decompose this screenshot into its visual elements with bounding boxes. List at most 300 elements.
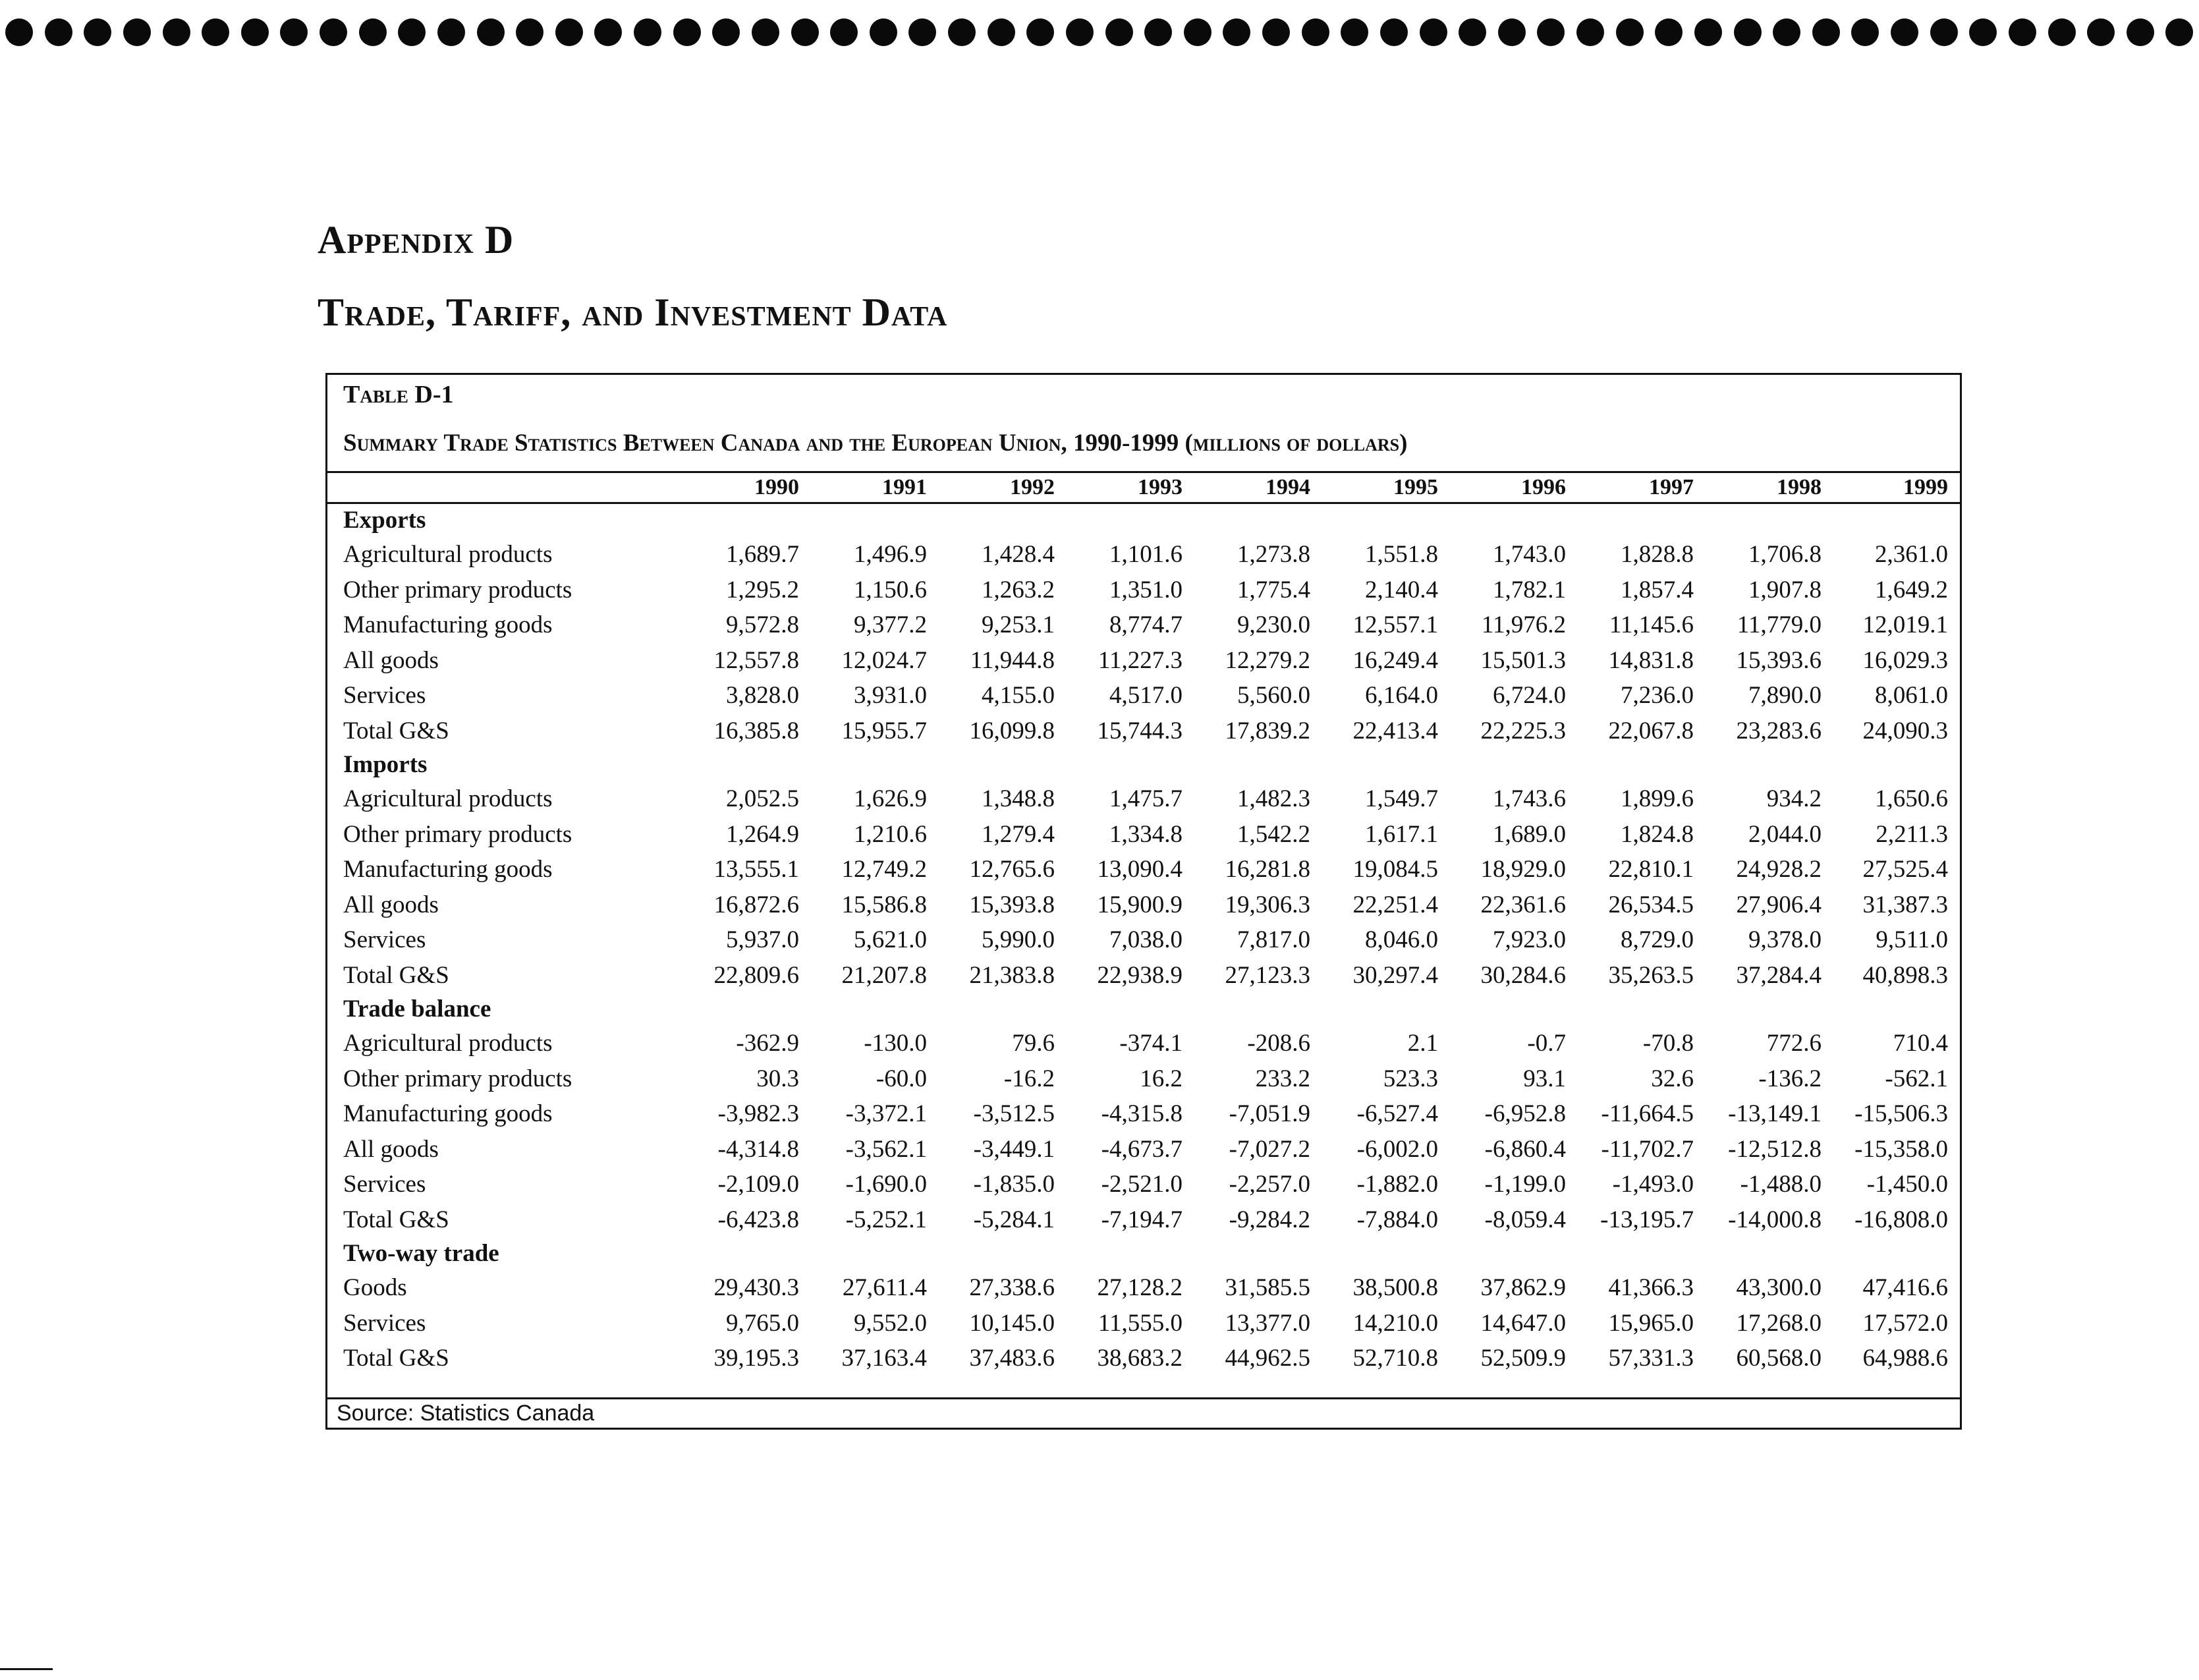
table-cell: 9,378.0 bbox=[1748, 926, 1822, 953]
perforation-hole bbox=[1341, 18, 1368, 46]
table-cell: 37,862.9 bbox=[1480, 1274, 1566, 1301]
table-row bbox=[327, 781, 1960, 817]
perforation-hole bbox=[45, 18, 72, 46]
perforation-strip bbox=[0, 14, 2199, 50]
table-cell: 1,264.9 bbox=[726, 820, 799, 848]
table-cell: 233.2 bbox=[1255, 1065, 1310, 1092]
perforation-hole bbox=[5, 18, 33, 46]
table-cell: 60,568.0 bbox=[1736, 1345, 1822, 1372]
row-label: Services bbox=[343, 926, 426, 953]
table-cell: -8,059.4 bbox=[1484, 1206, 1566, 1233]
table-cell: 22,809.6 bbox=[713, 961, 799, 989]
table-cell: 5,937.0 bbox=[726, 926, 799, 953]
table-cell: 1,706.8 bbox=[1748, 541, 1822, 568]
perforation-hole bbox=[1302, 18, 1329, 46]
table-cell: -11,664.5 bbox=[1601, 1100, 1694, 1127]
table-cell: 5,621.0 bbox=[854, 926, 927, 953]
perforation-hole bbox=[1773, 18, 1800, 46]
table-cell: 1,263.2 bbox=[982, 576, 1055, 603]
table-cell: 8,046.0 bbox=[1365, 926, 1438, 953]
table-cell: 2,052.5 bbox=[726, 785, 799, 812]
table-cell: 15,965.0 bbox=[1608, 1309, 1694, 1337]
perforation-hole bbox=[1851, 18, 1879, 46]
table-row bbox=[327, 958, 1960, 994]
table-cell: -6,527.4 bbox=[1356, 1100, 1438, 1127]
table-cell: -7,884.0 bbox=[1356, 1206, 1438, 1233]
table-row bbox=[327, 1132, 1960, 1167]
table-cell: 15,501.3 bbox=[1480, 646, 1566, 674]
perforation-hole bbox=[791, 18, 819, 46]
perforation-hole bbox=[163, 18, 190, 46]
perforation-hole bbox=[1616, 18, 1644, 46]
table-cell: 1,650.6 bbox=[1875, 785, 1948, 812]
table-row bbox=[327, 607, 1960, 643]
table-cell: 12,024.7 bbox=[841, 646, 927, 674]
table-cell: 57,331.3 bbox=[1608, 1345, 1694, 1372]
perforation-hole bbox=[437, 18, 465, 46]
table-body bbox=[327, 503, 1960, 1376]
table-cell: 27,611.4 bbox=[842, 1274, 927, 1301]
row-label: Services bbox=[343, 1309, 426, 1337]
table-cell: 1,775.4 bbox=[1237, 576, 1310, 603]
row-label: Manufacturing goods bbox=[343, 1100, 553, 1127]
table-cell: 16.2 bbox=[1140, 1065, 1183, 1092]
table-cell: 23,283.6 bbox=[1736, 717, 1822, 744]
table-cell: 26,534.5 bbox=[1608, 891, 1694, 918]
table-cell: 1,475.7 bbox=[1109, 785, 1183, 812]
row-label: All goods bbox=[343, 891, 439, 918]
table-cell: 27,128.2 bbox=[1097, 1274, 1183, 1301]
perforation-hole bbox=[948, 18, 976, 46]
page-title: Trade, Tariff, and Investment Data bbox=[318, 291, 948, 334]
year-header: 1995 bbox=[1322, 472, 1450, 503]
perforation-hole bbox=[988, 18, 1015, 46]
perforation-hole bbox=[516, 18, 543, 46]
table-row bbox=[327, 1306, 1960, 1341]
table-cell: 38,500.8 bbox=[1352, 1274, 1438, 1301]
table-cell: 15,393.8 bbox=[969, 891, 1055, 918]
table-cell: 52,509.9 bbox=[1480, 1345, 1566, 1372]
table-cell: 40,898.3 bbox=[1862, 961, 1948, 989]
table-cell: -2,109.0 bbox=[717, 1171, 799, 1198]
table-cell: 16,029.3 bbox=[1862, 646, 1948, 674]
table-cell: 6,724.0 bbox=[1493, 682, 1566, 709]
table-cell: 22,361.6 bbox=[1480, 891, 1566, 918]
table-cell: -7,051.9 bbox=[1229, 1100, 1310, 1127]
table-cell: 17,268.0 bbox=[1736, 1309, 1822, 1337]
table-cell: 11,779.0 bbox=[1737, 611, 1822, 638]
perforation-hole bbox=[1576, 18, 1604, 46]
row-label: Total G&S bbox=[343, 717, 449, 744]
table-cell: 13,377.0 bbox=[1225, 1309, 1310, 1337]
perforation-hole bbox=[123, 18, 151, 46]
row-label: Services bbox=[343, 682, 426, 709]
row-label: Total G&S bbox=[343, 1345, 449, 1372]
table-cell: 15,744.3 bbox=[1097, 717, 1183, 744]
table-cell: -3,449.1 bbox=[973, 1135, 1055, 1163]
row-label: Agricultural products bbox=[343, 1030, 553, 1057]
table-cell: -4,673.7 bbox=[1101, 1135, 1183, 1163]
year-header: 1991 bbox=[811, 472, 939, 503]
table-row bbox=[327, 1167, 1960, 1202]
table-cell: -15,358.0 bbox=[1854, 1135, 1948, 1163]
perforation-hole bbox=[2087, 18, 2115, 46]
table-cell: -5,252.1 bbox=[845, 1206, 927, 1233]
table-cell: -2,521.0 bbox=[1101, 1171, 1183, 1198]
table-cell: 11,944.8 bbox=[970, 646, 1055, 674]
table-cell: 19,084.5 bbox=[1352, 856, 1438, 883]
table-cell: 6,164.0 bbox=[1365, 682, 1438, 709]
row-label: Services bbox=[343, 1171, 426, 1198]
table-cell: -1,690.0 bbox=[845, 1171, 927, 1198]
table-cell: -1,450.0 bbox=[1866, 1171, 1948, 1198]
table-cell: 2.1 bbox=[1407, 1030, 1438, 1057]
table-cell: 3,828.0 bbox=[726, 682, 799, 709]
table-cell: -3,562.1 bbox=[845, 1135, 927, 1163]
table-cell: 22,810.1 bbox=[1608, 856, 1694, 883]
table-cell: 15,955.7 bbox=[841, 717, 927, 744]
table-cell: -12,512.8 bbox=[1728, 1135, 1822, 1163]
row-label: Other primary products bbox=[343, 1065, 572, 1092]
table-cell: 12,749.2 bbox=[841, 856, 927, 883]
table-cell: 1,334.8 bbox=[1109, 820, 1183, 848]
trade-statistics-table bbox=[327, 471, 1960, 1376]
table-cell: -136.2 bbox=[1758, 1065, 1822, 1092]
table-cell: 11,227.3 bbox=[1098, 646, 1183, 674]
table-cell: 19,306.3 bbox=[1225, 891, 1310, 918]
table-cell: 37,163.4 bbox=[841, 1345, 927, 1372]
appendix-heading: Appendix D bbox=[318, 218, 515, 262]
table-cell: 15,586.8 bbox=[841, 891, 927, 918]
table-cell: 22,067.8 bbox=[1608, 717, 1694, 744]
perforation-hole bbox=[84, 18, 111, 46]
year-header: 1996 bbox=[1450, 472, 1578, 503]
table-cell: 14,647.0 bbox=[1480, 1309, 1566, 1337]
perforation-hole bbox=[2048, 18, 2076, 46]
table-cell: -11,702.7 bbox=[1601, 1135, 1694, 1163]
table-cell: 5,990.0 bbox=[982, 926, 1055, 953]
section-row bbox=[327, 503, 1960, 538]
table-cell: 10,145.0 bbox=[969, 1309, 1055, 1337]
table-cell: -3,512.5 bbox=[973, 1100, 1055, 1127]
year-header: 1992 bbox=[939, 472, 1067, 503]
table-cell: -7,194.7 bbox=[1101, 1206, 1183, 1233]
table-cell: 38,683.2 bbox=[1097, 1345, 1183, 1372]
section-row bbox=[327, 748, 1960, 781]
table-cell: 27,525.4 bbox=[1862, 856, 1948, 883]
table-cell: -562.1 bbox=[1885, 1065, 1948, 1092]
table-cell: 1,348.8 bbox=[982, 785, 1055, 812]
table-cell: 93.1 bbox=[1523, 1065, 1566, 1092]
perforation-hole bbox=[2127, 18, 2154, 46]
perforation-hole bbox=[241, 18, 269, 46]
table-row bbox=[327, 852, 1960, 887]
year-header: 1999 bbox=[1833, 472, 1960, 503]
table-cell: 3,931.0 bbox=[854, 682, 927, 709]
table-cell: 64,988.6 bbox=[1862, 1345, 1948, 1372]
year-header: 1997 bbox=[1578, 472, 1706, 503]
table-cell: 9,230.0 bbox=[1237, 611, 1310, 638]
perforation-hole bbox=[870, 18, 897, 46]
table-cell: 22,225.3 bbox=[1480, 717, 1566, 744]
table-cell: -6,860.4 bbox=[1484, 1135, 1566, 1163]
table-cell: -70.8 bbox=[1642, 1030, 1694, 1057]
table-cell: 1,743.0 bbox=[1493, 541, 1566, 568]
table-cell: 52,710.8 bbox=[1352, 1345, 1438, 1372]
table-cell: -13,149.1 bbox=[1728, 1100, 1822, 1127]
table-cell: 21,207.8 bbox=[841, 961, 927, 989]
table-cell: -374.1 bbox=[1119, 1030, 1183, 1057]
table-cell: 2,361.0 bbox=[1875, 541, 1948, 568]
table-row bbox=[327, 1341, 1960, 1376]
table-cell: 1,549.7 bbox=[1365, 785, 1438, 812]
section-title: Imports bbox=[343, 751, 428, 778]
table-cell: 1,542.2 bbox=[1237, 820, 1310, 848]
perforation-hole bbox=[1105, 18, 1133, 46]
row-label: Manufacturing goods bbox=[343, 611, 553, 638]
table-cell: 22,938.9 bbox=[1097, 961, 1183, 989]
table-cell: -9,284.2 bbox=[1229, 1206, 1310, 1233]
table-row bbox=[327, 714, 1960, 749]
table-cell: 1,150.6 bbox=[854, 576, 927, 603]
table-cell: 44,962.5 bbox=[1225, 1345, 1310, 1372]
perforation-hole bbox=[752, 18, 779, 46]
table-cell: -6,952.8 bbox=[1484, 1100, 1566, 1127]
row-label: Other primary products bbox=[343, 820, 572, 848]
table-cell: -3,372.1 bbox=[845, 1100, 927, 1127]
header-row bbox=[327, 472, 1960, 503]
table-row bbox=[327, 678, 1960, 714]
table-cell: 1,828.8 bbox=[1621, 541, 1694, 568]
table-cell: 16,872.6 bbox=[713, 891, 799, 918]
perforation-hole bbox=[320, 18, 347, 46]
table-cell: -7,027.2 bbox=[1229, 1135, 1310, 1163]
table-cell: 22,413.4 bbox=[1352, 717, 1438, 744]
table-cell: 37,284.4 bbox=[1736, 961, 1822, 989]
table-cell: 11,145.6 bbox=[1609, 611, 1694, 638]
table-cell: -4,315.8 bbox=[1101, 1100, 1183, 1127]
section-title: Exports bbox=[343, 507, 426, 534]
trade-table-frame bbox=[325, 373, 1962, 1430]
table-cell: 31,387.3 bbox=[1862, 891, 1948, 918]
table-cell: -0.7 bbox=[1527, 1030, 1566, 1057]
table-cell: 12,557.8 bbox=[713, 646, 799, 674]
table-cell: 31,585.5 bbox=[1225, 1274, 1310, 1301]
table-cell: 12,765.6 bbox=[969, 856, 1055, 883]
row-label: Manufacturing goods bbox=[343, 856, 553, 883]
table-cell: 15,393.6 bbox=[1736, 646, 1822, 674]
table-row bbox=[327, 1061, 1960, 1097]
table-cell: 8,729.0 bbox=[1621, 926, 1694, 953]
source-note: Source: Statistics Canada bbox=[327, 1397, 1960, 1428]
table-cell: 8,061.0 bbox=[1875, 682, 1948, 709]
table-cell: 14,210.0 bbox=[1352, 1309, 1438, 1337]
table-cell: -14,000.8 bbox=[1728, 1206, 1822, 1233]
table-cell: 1,782.1 bbox=[1493, 576, 1566, 603]
table-cell: 1,351.0 bbox=[1109, 576, 1183, 603]
table-cell: 9,765.0 bbox=[726, 1309, 799, 1337]
year-header: 1998 bbox=[1706, 472, 1833, 503]
table-cell: 30.3 bbox=[756, 1065, 799, 1092]
table-cell: 13,090.4 bbox=[1097, 856, 1183, 883]
row-label: Agricultural products bbox=[343, 541, 553, 568]
table-cell: 4,155.0 bbox=[982, 682, 1055, 709]
table-cell: 7,890.0 bbox=[1748, 682, 1822, 709]
perforation-hole bbox=[1262, 18, 1290, 46]
table-cell: 1,551.8 bbox=[1365, 541, 1438, 568]
perforation-hole bbox=[634, 18, 661, 46]
perforation-hole bbox=[1812, 18, 1840, 46]
table-cell: 1,689.7 bbox=[726, 541, 799, 568]
table-cell: 7,817.0 bbox=[1237, 926, 1310, 953]
table-cell: 9,572.8 bbox=[726, 611, 799, 638]
perforation-hole bbox=[1734, 18, 1762, 46]
header-blank bbox=[327, 472, 683, 503]
row-label: All goods bbox=[343, 1135, 439, 1163]
table-cell: 2,211.3 bbox=[1876, 820, 1948, 848]
table-cell: 523.3 bbox=[1383, 1065, 1438, 1092]
perforation-hole bbox=[1066, 18, 1094, 46]
perforation-hole bbox=[1420, 18, 1447, 46]
perforation-hole bbox=[1655, 18, 1683, 46]
bottom-rule bbox=[0, 1668, 53, 1670]
table-cell: 1,743.6 bbox=[1493, 785, 1566, 812]
table-cell: 9,511.0 bbox=[1876, 926, 1948, 953]
table-cell: -60.0 bbox=[876, 1065, 927, 1092]
perforation-hole bbox=[1380, 18, 1408, 46]
table-cell: -13,195.7 bbox=[1600, 1206, 1694, 1233]
table-cell: 12,019.1 bbox=[1862, 611, 1948, 638]
table-cell: 14,831.8 bbox=[1608, 646, 1694, 674]
table-cell: -15,506.3 bbox=[1854, 1100, 1948, 1127]
table-cell: 1,279.4 bbox=[982, 820, 1055, 848]
table-cell: 1,626.9 bbox=[854, 785, 927, 812]
table-cell: 15,900.9 bbox=[1097, 891, 1183, 918]
table-cell: 1,210.6 bbox=[854, 820, 927, 848]
table-cell: 1,496.9 bbox=[854, 541, 927, 568]
table-cell: 772.6 bbox=[1766, 1030, 1822, 1057]
perforation-hole bbox=[1930, 18, 1958, 46]
table-cell: 13,555.1 bbox=[713, 856, 799, 883]
table-cell: 22,251.4 bbox=[1352, 891, 1438, 918]
table-cell: 37,483.6 bbox=[969, 1345, 1055, 1372]
table-row bbox=[327, 573, 1960, 608]
table-cell: -16.2 bbox=[1003, 1065, 1055, 1092]
perforation-hole bbox=[908, 18, 936, 46]
table-cell: -1,488.0 bbox=[1740, 1171, 1822, 1198]
table-row bbox=[327, 1270, 1960, 1306]
row-label: Other primary products bbox=[343, 576, 572, 603]
table-row bbox=[327, 1096, 1960, 1132]
table-cell: 1,273.8 bbox=[1237, 541, 1310, 568]
table-cell: 43,300.0 bbox=[1736, 1274, 1822, 1301]
table-cell: -1,835.0 bbox=[973, 1171, 1055, 1198]
perforation-hole bbox=[202, 18, 229, 46]
perforation-hole bbox=[1223, 18, 1250, 46]
table-label: Table D-1 bbox=[343, 381, 454, 408]
table-cell: 1,907.8 bbox=[1748, 576, 1822, 603]
table-cell: 12,279.2 bbox=[1225, 646, 1310, 674]
table-cell: 1,428.4 bbox=[982, 541, 1055, 568]
table-cell: 1,899.6 bbox=[1621, 785, 1694, 812]
table-cell: 35,263.5 bbox=[1608, 961, 1694, 989]
perforation-hole bbox=[1184, 18, 1211, 46]
year-header: 1994 bbox=[1194, 472, 1322, 503]
perforation-hole bbox=[280, 18, 308, 46]
table-row bbox=[327, 887, 1960, 923]
table-row bbox=[327, 922, 1960, 958]
table-cell: -130.0 bbox=[864, 1030, 927, 1057]
table-cell: -4,314.8 bbox=[717, 1135, 799, 1163]
table-cell: 1,617.1 bbox=[1365, 820, 1438, 848]
table-cell: 7,236.0 bbox=[1621, 682, 1694, 709]
section-title: Two-way trade bbox=[343, 1240, 499, 1267]
table-cell: 27,123.3 bbox=[1225, 961, 1310, 989]
table-cell: 12,557.1 bbox=[1352, 611, 1438, 638]
perforation-hole bbox=[1537, 18, 1565, 46]
table-cell: 5,560.0 bbox=[1237, 682, 1310, 709]
table-cell: -3,982.3 bbox=[717, 1100, 799, 1127]
table-cell: 24,928.2 bbox=[1736, 856, 1822, 883]
perforation-hole bbox=[398, 18, 426, 46]
year-header: 1993 bbox=[1067, 472, 1194, 503]
section-row bbox=[327, 1237, 1960, 1270]
perforation-hole bbox=[555, 18, 583, 46]
table-cell: -362.9 bbox=[736, 1030, 799, 1057]
table-row bbox=[327, 537, 1960, 573]
table-cell: -1,199.0 bbox=[1484, 1171, 1566, 1198]
table-cell: 1,857.4 bbox=[1621, 576, 1694, 603]
table-row bbox=[327, 817, 1960, 853]
table-cell: 1,295.2 bbox=[726, 576, 799, 603]
perforation-hole bbox=[1498, 18, 1526, 46]
perforation-hole bbox=[1026, 18, 1054, 46]
table-cell: -208.6 bbox=[1247, 1030, 1310, 1057]
perforation-hole bbox=[1144, 18, 1172, 46]
table-cell: 9,253.1 bbox=[982, 611, 1055, 638]
table-cell: 41,366.3 bbox=[1608, 1274, 1694, 1301]
table-row bbox=[327, 643, 1960, 679]
row-label: Total G&S bbox=[343, 1206, 449, 1233]
year-header: 1990 bbox=[683, 472, 811, 503]
table-cell: 16,281.8 bbox=[1225, 856, 1310, 883]
table-cell: 79.6 bbox=[1012, 1030, 1055, 1057]
table-cell: 1,689.0 bbox=[1493, 820, 1566, 848]
table-cell: 9,552.0 bbox=[854, 1309, 927, 1337]
table-cell: 16,099.8 bbox=[969, 717, 1055, 744]
table-cell: 18,929.0 bbox=[1480, 856, 1566, 883]
table-cell: 32.6 bbox=[1651, 1065, 1694, 1092]
table-cell: 1,649.2 bbox=[1875, 576, 1948, 603]
section-title: Trade balance bbox=[343, 995, 491, 1022]
table-cell: 8,774.7 bbox=[1109, 611, 1183, 638]
table-cell: 710.4 bbox=[1893, 1030, 1948, 1057]
perforation-hole bbox=[712, 18, 740, 46]
table-cell: -2,257.0 bbox=[1229, 1171, 1310, 1198]
perforation-hole bbox=[477, 18, 505, 46]
row-label: Total G&S bbox=[343, 961, 449, 989]
table-cell: 7,038.0 bbox=[1109, 926, 1183, 953]
table-cell: -6,002.0 bbox=[1356, 1135, 1438, 1163]
row-label: All goods bbox=[343, 646, 439, 674]
table-cell: 17,839.2 bbox=[1225, 717, 1310, 744]
table-cell: 2,140.4 bbox=[1365, 576, 1438, 603]
table-row bbox=[327, 1202, 1960, 1238]
table-cell: 9,377.2 bbox=[854, 611, 927, 638]
perforation-hole bbox=[359, 18, 387, 46]
table-cell: 27,338.6 bbox=[969, 1274, 1055, 1301]
table-cell: 16,249.4 bbox=[1352, 646, 1438, 674]
